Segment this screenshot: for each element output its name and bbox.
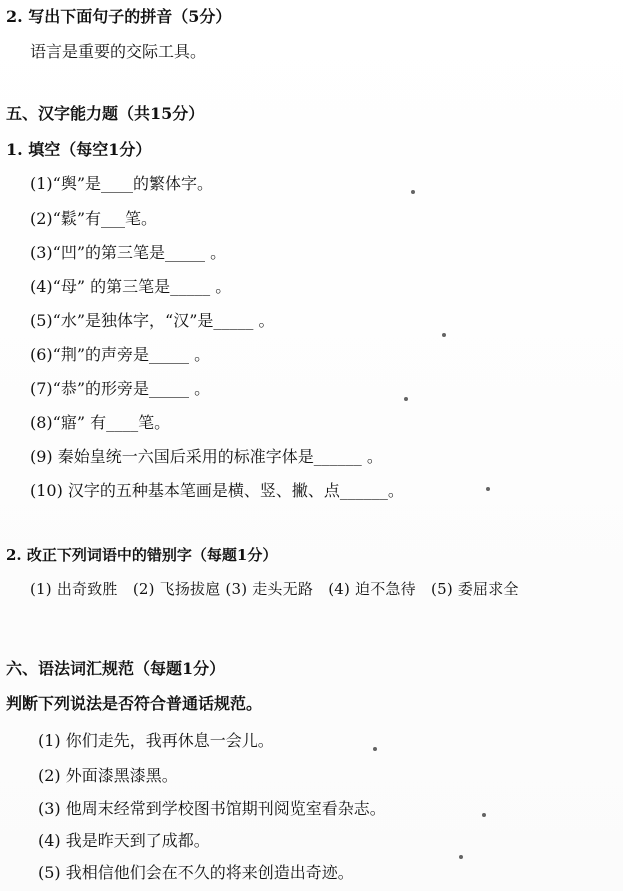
scan-speck: [482, 813, 486, 817]
fill-item-1: (1)“舆”是____的繁体字。: [30, 174, 214, 193]
typo-items-row: (1) 出奇致胜 (2) 飞扬拔扈 (3) 走头无路 (4) 迫不急待 (5) 委屈求全: [30, 580, 519, 598]
judge-item-4: (4) 我是昨天到了成都。: [38, 831, 210, 850]
judge-item-5: (5) 我相信他们会在不久的将来创造出奇迹。: [38, 863, 354, 882]
scan-speck: [404, 397, 408, 401]
fill-item-7: (7)“恭”的形旁是_____ 。: [30, 379, 211, 398]
fill-item-4: (4)“母” 的第三笔是_____ 。: [30, 277, 232, 296]
scan-speck: [411, 190, 415, 194]
fill-item-8: (8)“寤” 有____笔。: [30, 413, 171, 432]
judge-item-3: (3) 他周末经常到学校图书馆期刊阅览室看杂志。: [38, 799, 386, 818]
judge-item-2: (2) 外面漆黑漆黑。: [38, 766, 178, 785]
judge-instruction: 判断下列说法是否符合普通话规范。: [6, 694, 263, 713]
correct-typos-heading: 2. 改正下列词语中的错别字（每题1分）: [6, 546, 278, 564]
section-6-heading: 六、语法词汇规范（每题1分）: [6, 659, 226, 678]
section-5-heading: 五、汉字能力题（共15分）: [6, 104, 205, 123]
fill-item-9: (9) 秦始皇统一六国后采用的标准字体是______ 。: [30, 447, 383, 466]
fill-blank-heading: 1. 填空（每空1分）: [6, 140, 152, 159]
scan-speck: [373, 747, 377, 751]
fill-item-2: (2)“鬏”有___笔。: [30, 209, 158, 228]
judge-item-1: (1) 你们走先，我再休息一会儿。: [38, 731, 274, 750]
question-2-pinyin-heading: 2. 写出下面句子的拼音（5分）: [6, 7, 232, 26]
fill-item-5: (5)“水”是独体字，“汉”是_____ 。: [30, 311, 275, 330]
scan-speck: [442, 333, 446, 337]
fill-item-3: (3)“凹”的第三笔是_____ 。: [30, 243, 227, 262]
scan-speck: [459, 855, 463, 859]
fill-item-6: (6)“荆”的声旁是_____ 。: [30, 345, 211, 364]
scan-speck: [486, 487, 490, 491]
fill-item-10: (10) 汉字的五种基本笔画是横、竖、撇、点______。: [30, 481, 404, 500]
pinyin-sentence: 语言是重要的交际工具。: [30, 42, 207, 61]
